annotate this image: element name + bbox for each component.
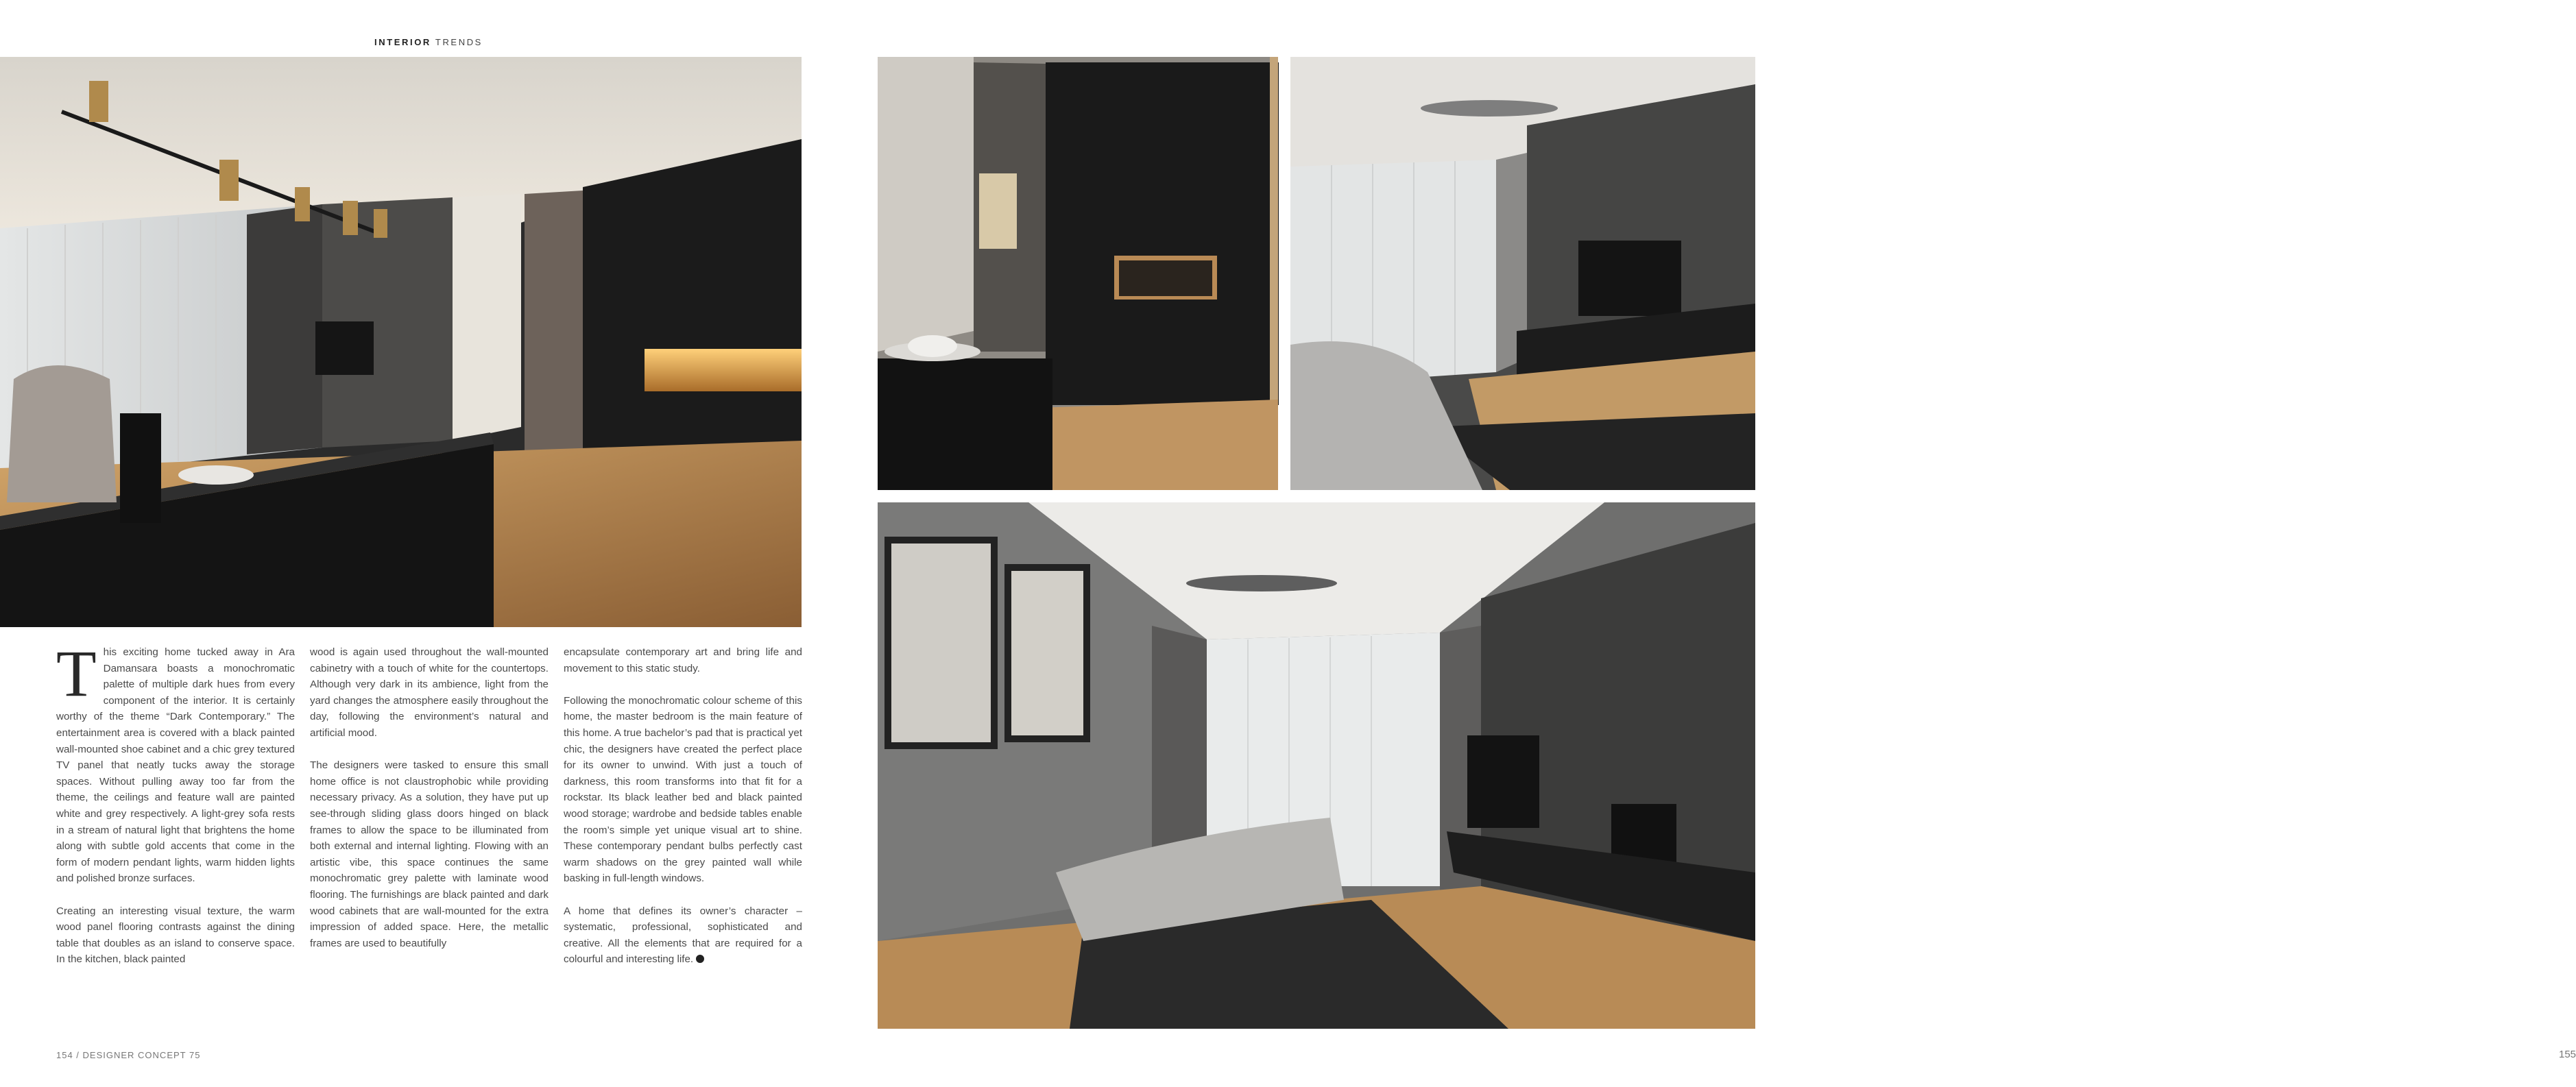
article-paragraph: Following the monochromatic colour scheme of this home, the master bedroom is the main feature of this home. A true bachelor’s pad that is practical yet chic, the designers have created the perfect place for its owner to unwind. With just a touch of darkness, this room transforms into that fit for a rockstar. Its black leather bed and black painted wood storage; wardrobe and bedside tables enable the room’s simple yet unique visual art to shine. These contemporary pendant bulbs perfectly cast warm shadows on the grey painted wall while basking in full-length windows. xyxy=(564,694,802,885)
article-column-2 xyxy=(310,644,549,968)
article-paragraph: his exciting home tucked away in Ara Damansara boasts a monochromatic palette of multiple dark hues from every component of the interior. It is certainly worthy of the theme “Dark Contemporary.” The entertainment area is covered with a black painted wall-mounted shoe cabinet and a chic grey textured TV panel that neatly tucks away the storage spaces. Without pulling away too far from the theme, the ceilings and feature wall are painted white and grey respectively. A light-grey sofa rests in a stream of natural light that brightens the home along with subtle gold accents that come in the form of modern pendant lights, warm hidden lights and polished bronze surfaces. xyxy=(56,646,295,885)
photo-entry-cabinet xyxy=(878,57,1278,490)
section-tag xyxy=(374,37,483,47)
article-paragraph: Creating an interesting visual texture, the warm wood panel flooring contrasts against the dining table that doubles as an island to conserve space. In the kitchen, black painted xyxy=(56,905,295,966)
end-mark-icon xyxy=(696,955,704,963)
photo-living-tv xyxy=(1290,57,1755,490)
folio-left: 154 / DESIGNER CONCEPT 75 xyxy=(56,1050,201,1060)
article-column-3 xyxy=(564,644,802,984)
article-column-1 xyxy=(56,637,295,984)
section-tag-strong: INTERIOR xyxy=(374,37,431,47)
left-page xyxy=(0,0,878,1087)
article-paragraph: The designers were tasked to ensure this small home office is not claustrophobic while providing necessary privacy. As a solution, they have put up see-through sliding glass doors hinged on black frames to allow the space to be illuminated from both external and internal lighting. Flowing with an artistic vibe, this space continues the same monochromatic grey palette with laminate wood flooring. The furnishings are black painted and dark wood cabinets that are wall-mounted for the extra impression of added space. Here, the metallic frames are used to beautifully xyxy=(310,759,549,949)
section-tag-light: TRENDS xyxy=(435,37,483,47)
photo-living-sofa xyxy=(878,502,1755,1029)
article-paragraph: wood is again used throughout the wall-mounted cabinetry with a touch of white for the countertops. Although very dark in its ambience, light from the yard changes the atmosphere easily throughout the day, following the environment’s natural and artificial mood. xyxy=(310,646,549,739)
right-page xyxy=(878,0,2576,1087)
article-paragraph: encapsulate contemporary art and bring life and movement to this static study. xyxy=(564,646,802,674)
article-paragraph: A home that defines its owner’s character – systematic, professional, sophisticated and creative. All the elements that are required for a colourful and interesting life. xyxy=(564,905,802,966)
main-photo xyxy=(0,57,802,627)
folio-right: 155 xyxy=(2559,1049,2576,1060)
dropcap: T xyxy=(56,637,97,710)
